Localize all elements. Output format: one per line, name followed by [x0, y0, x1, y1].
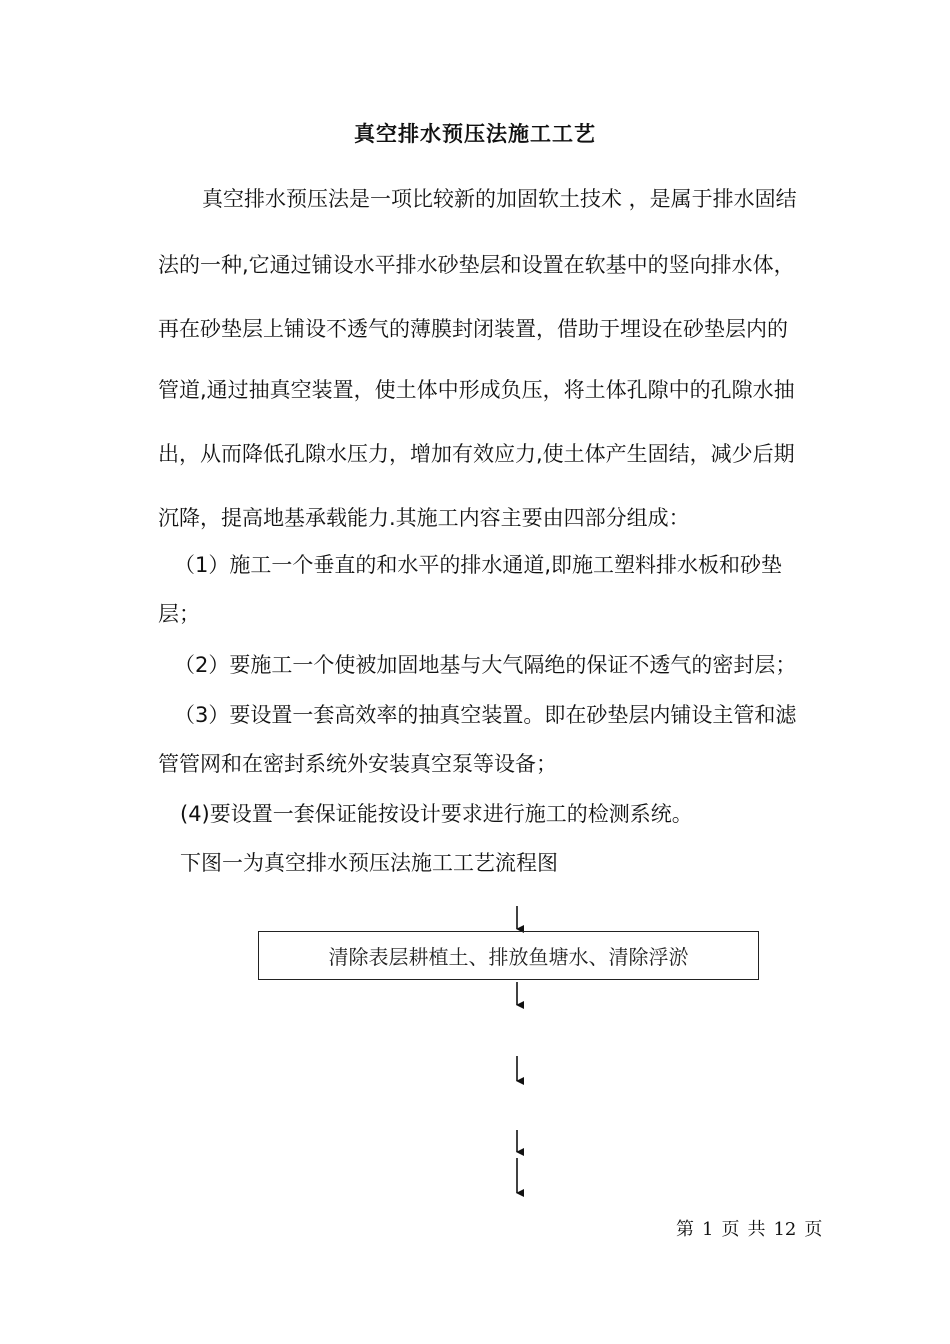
footer-total-prefix: 共: [747, 1219, 766, 1240]
list-item-3-line-1: （3）要设置一套高效率的抽真空装置。即在砂垫层内铺设主管和滤: [174, 703, 797, 727]
intro-line-3: 再在砂垫层上铺设不透气的薄膜封闭装置，借助于埋设在砂垫层内的: [158, 317, 788, 341]
list-item-1-line-1: （1）施工一个垂直的和水平的排水通道,即施工塑料排水板和砂垫: [174, 553, 783, 577]
intro-line-1: 真空排水预压法是一项比较新的加固软土技术 ，是属于排水固结: [202, 187, 797, 211]
footer-suffix: 页: [804, 1219, 823, 1240]
intro-line-2: 法的一种,它通过铺设水平排水砂垫层和设置在软基中的竖向排水体，: [158, 253, 795, 277]
list-item-3-line-2: 管管网和在密封系统外安装真空泵等设备；: [158, 752, 557, 776]
figure-caption: 下图一为真空排水预压法施工工艺流程图: [180, 851, 558, 875]
document-title: 真空排水预压法施工工艺: [354, 122, 596, 146]
intro-line-4: 管道,通过抽真空装置，使土体中形成负压，将土体孔隙中的孔隙水抽: [158, 378, 795, 402]
flowchart-step-box: [258, 931, 759, 980]
list-item-4: (4)要设置一套保证能按设计要求进行施工的检测系统。: [180, 802, 693, 826]
footer-page-total: 12: [773, 1219, 797, 1240]
footer-prefix: 第: [676, 1219, 694, 1240]
list-item-2: （2）要施工一个使被加固地基与大气隔绝的保证不透气的密封层；: [174, 653, 797, 677]
flowchart-step-label: 清除表层耕植土、排放鱼塘水、清除浮淤: [328, 945, 689, 969]
page-footer: [676, 1215, 830, 1241]
intro-line-5: 出，从而降低孔隙水压力，增加有效应力,使土体产生固结，减少后期: [158, 442, 795, 466]
footer-page-number: 1: [702, 1219, 714, 1240]
intro-line-6: 沉降，提高地基承载能力.其施工内容主要由四部分组成：: [158, 506, 690, 530]
list-item-1-line-2: 层；: [158, 602, 200, 626]
footer-page-unit: 页: [721, 1219, 740, 1240]
